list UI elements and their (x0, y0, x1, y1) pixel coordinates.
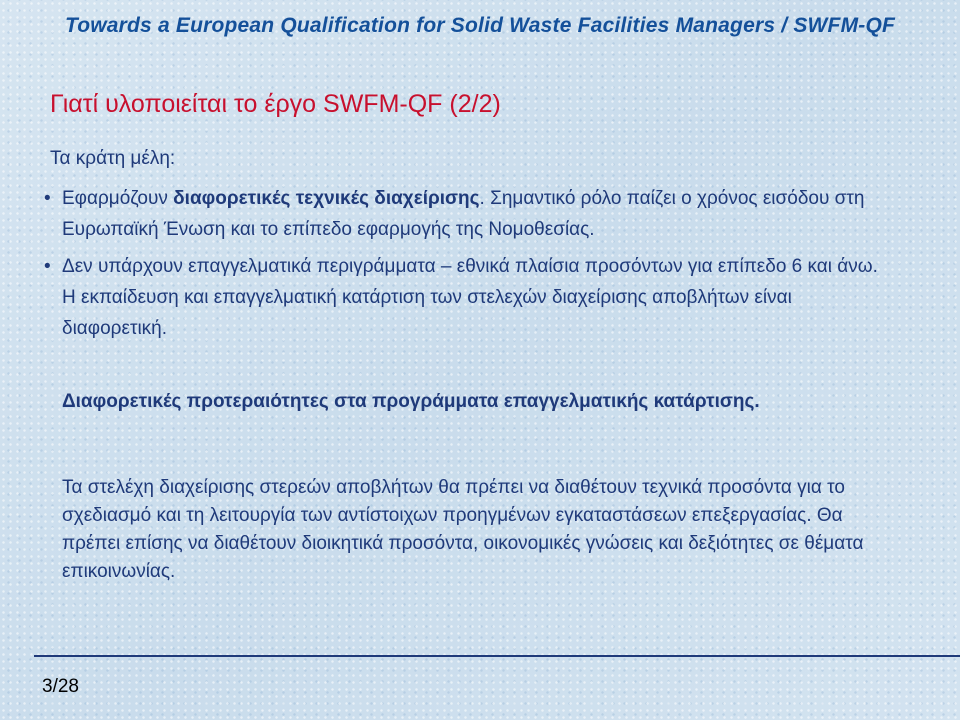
bullet-item (44, 183, 892, 245)
body-paragraph: Τα στελέχη διαχείρισης στερεών αποβλήτων θα πρέπει να διαθέτουν τεχνικά προσόντα για το σχεδιασμό και τη λειτουργία των αντίστοιχων προηγμένων εγκαταστάσεων επεξεργασίας. Θα πρέπει επίσης να διαθέτουν διοικητικά προσόντα, οικονομικές γνώσεις και δεξιότητες σε θέματα επικοινωνίας. (62, 477, 864, 582)
bullet-text-post: . Σημαντικό ρόλο παίζει ο χρόνος εισόδου στη Ευρωπαϊκή Ένωση και το επίπεδο εφαρμογής της Νομοθεσίας. (62, 188, 865, 240)
subheading: Διαφορετικές προτεραιότητες στα προγράμματα επαγγελματικής κατάρτισης. (62, 391, 760, 412)
footer-divider (34, 655, 960, 657)
bullet-item (44, 251, 892, 344)
bullet-list (44, 183, 892, 350)
slide-title: Γιατί υλοποιείται το έργο SWFM-QF (2/2) (50, 90, 501, 118)
intro-text: Τα κράτη μέλη: (50, 148, 176, 169)
project-header: Towards a European Qualification for Solid Waste Facilities Managers / SWFM-QF (64, 14, 896, 37)
page-number: 3/28 (42, 676, 79, 697)
bullet-dot-icon: • (44, 256, 51, 277)
bullet-text: Δεν υπάρχουν επαγγελματικά περιγράμματα – εθνικά πλαίσια προσόντων για επίπεδο 6 και άνω. Η εκπαίδευση και επαγγελματική κατάρτιση των στελεχών διαχείρισης αποβλήτων είναι διαφορετική. (62, 256, 878, 339)
bullet-dot-icon: • (44, 188, 51, 209)
bullet-text-pre: Εφαρμόζουν (62, 188, 174, 209)
bullet-text-bold: διαφορετικές τεχνικές διαχείρισης (173, 188, 480, 209)
